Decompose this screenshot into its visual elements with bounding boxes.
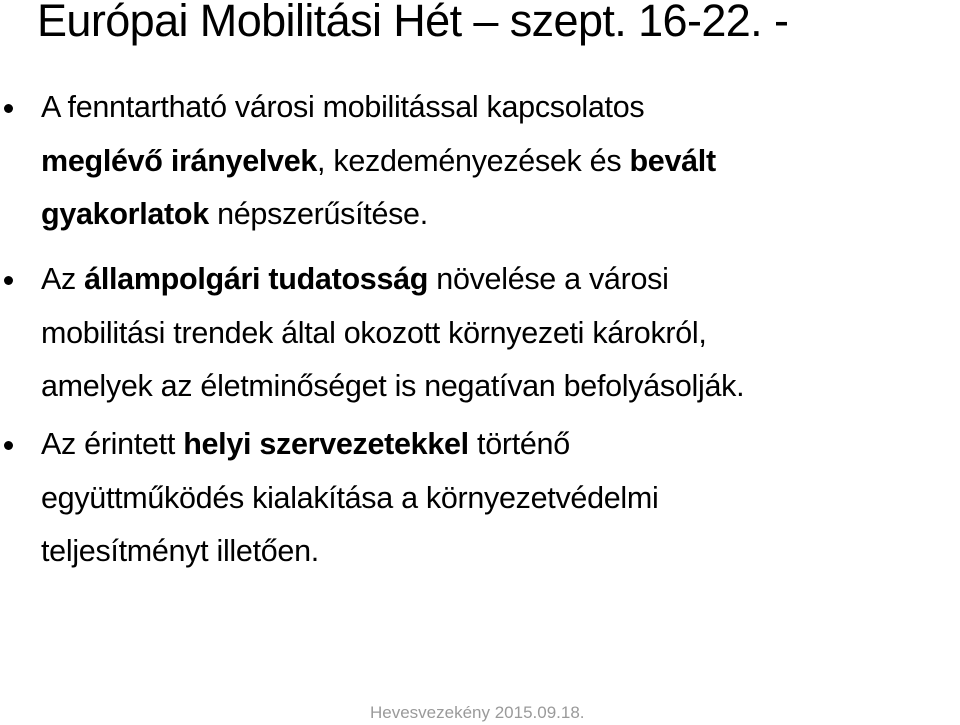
text-run: Az xyxy=(41,262,85,296)
slide-footer: Hevesvezekény 2015.09.18. xyxy=(370,703,585,722)
text-run: mobilitási trendek által okozott környezeti károkról, xyxy=(41,315,707,350)
bullet-line xyxy=(41,81,960,135)
slide-title: Európai Mobilitási Hét – szept. 16-22. - xyxy=(37,0,789,46)
bold-text-run: állampolgári tudatosság xyxy=(84,262,429,296)
bullet-line xyxy=(41,253,960,307)
bullet-dot-icon xyxy=(4,104,13,113)
text-run: együttműködés kialakítása a környezetvédelmi xyxy=(41,480,659,515)
bold-text-run: gyakorlatok xyxy=(41,197,209,231)
bullet-line xyxy=(41,307,960,361)
bullet-text xyxy=(41,253,960,414)
text-run: teljesítményt illetően. xyxy=(41,534,319,568)
text-run: népszerűsítése. xyxy=(208,197,428,231)
bullet-dot-icon xyxy=(4,441,13,450)
text-run: A fenntartható városi mobilitással kapcsolatos xyxy=(41,90,645,124)
bullet-line xyxy=(41,188,960,242)
bullet-line xyxy=(41,472,960,526)
bullet-text xyxy=(41,81,960,242)
bullet-dot-icon xyxy=(4,276,13,285)
bullet-text xyxy=(41,418,960,579)
bullet-line xyxy=(41,135,960,189)
text-run: növelése a városi xyxy=(428,262,669,296)
text-run: történő xyxy=(468,427,570,461)
bullet-line xyxy=(41,525,960,579)
text-run: , kezdeményezések és xyxy=(317,143,630,178)
bullet-line xyxy=(41,360,960,414)
text-run: Az érintett xyxy=(41,427,184,461)
text-run: amelyek az életminőséget is negatívan befolyásolják. xyxy=(41,369,745,403)
bold-text-run: helyi szervezetekkel xyxy=(183,427,469,461)
bullet-line xyxy=(41,418,960,472)
bold-text-run: meglévő irányelvek xyxy=(41,143,318,178)
bold-text-run: bevált xyxy=(629,143,716,178)
